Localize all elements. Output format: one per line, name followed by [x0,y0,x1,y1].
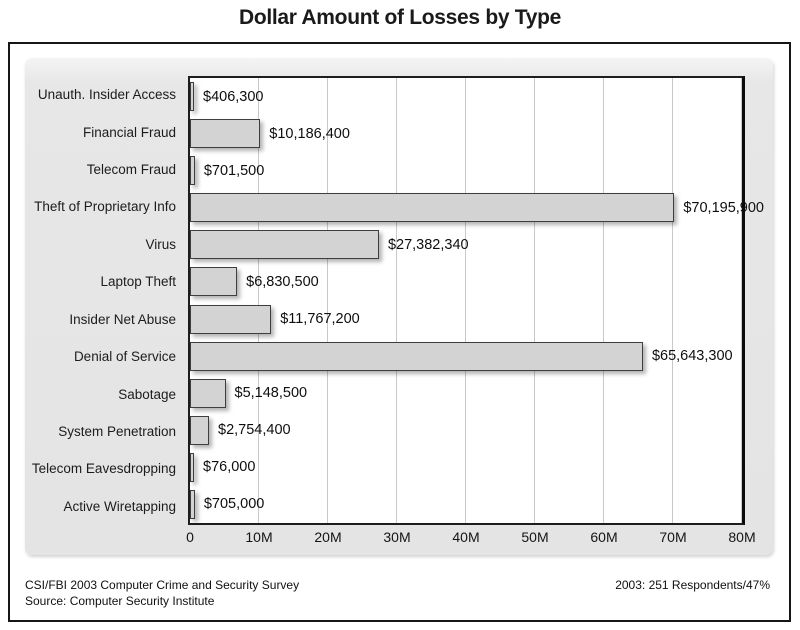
bar [190,193,674,222]
x-tick-label: 30M [383,529,411,545]
x-tick-label: 60M [590,529,618,545]
bar-value-label: $11,767,200 [280,311,360,327]
bar-value-label: $701,500 [203,162,265,179]
chart-title: Dollar Amount of Losses by Type [238,6,562,29]
category-label: Denial of Service [73,349,176,365]
bar-row [190,115,742,152]
bar-row [190,152,742,189]
x-tick-label: 80M [728,529,756,545]
category-label: Active Wiretapping [63,498,176,514]
x-tick-label: 10M [245,529,273,545]
bar-value-label: $6,830,500 [246,273,319,290]
bar-value-label: $27,382,340 [387,236,469,253]
footer-respondents: 2003: 251 Respondents/47% [615,578,770,592]
bar-row [190,412,742,449]
bar [190,82,194,111]
bar [190,119,260,148]
bar-value-label: $70,195,900 [683,199,764,216]
bar-value-label: $65,643,300 [651,348,733,365]
x-axis-ticks [186,529,756,547]
x-tick-label: 70M [659,529,687,545]
bar-row [190,486,742,523]
bar [190,156,195,185]
category-label: Sabotage [118,386,176,402]
bar-row [190,226,742,263]
footer-source-line: Source: Computer Security Institute [25,594,215,608]
footer-survey-line: CSI/FBI 2003 Computer Crime and Security Survey [25,578,300,592]
bar [190,379,226,408]
category-label: Unauth. Insider Access [37,87,176,103]
bar-row [190,338,742,375]
bar [190,305,271,334]
bar-row [190,375,742,412]
bar-row [190,189,764,226]
bar-row [190,300,742,337]
category-label: Theft of Proprietary Info [34,199,176,215]
bar [190,490,195,519]
category-label: Insider Net Abuse [69,311,176,327]
bar [190,342,643,371]
x-tick-label: 50M [521,529,549,545]
category-label: Telecom Fraud [86,162,176,178]
bar-value-label: $5,148,500 [234,385,308,402]
category-label: Laptop Theft [100,274,176,290]
bar-value-label: $76,000 [203,459,256,476]
bar [190,230,379,259]
bar-value-label: $10,186,400 [269,125,350,142]
bar [190,267,237,296]
bar-value-label: $705,000 [203,496,265,513]
category-labels-column [18,76,183,525]
bar-row [190,78,742,115]
x-tick-label: 0 [186,529,194,545]
category-label: Financial Fraud [82,124,176,140]
bar-value-label: $406,300 [203,88,264,105]
x-tick-label: 20M [314,529,342,545]
x-tick-label: 40M [452,529,480,545]
category-label: Virus [145,236,176,252]
bar [190,453,194,482]
bar [190,416,209,445]
category-label: System Penetration [58,424,176,439]
category-label: Telecom Eavesdropping [31,461,176,477]
bar-row [190,449,742,486]
bar-value-label: $2,754,400 [218,422,291,439]
bar-row [190,263,742,300]
plot-rows [190,78,764,523]
plot-area [188,76,764,525]
